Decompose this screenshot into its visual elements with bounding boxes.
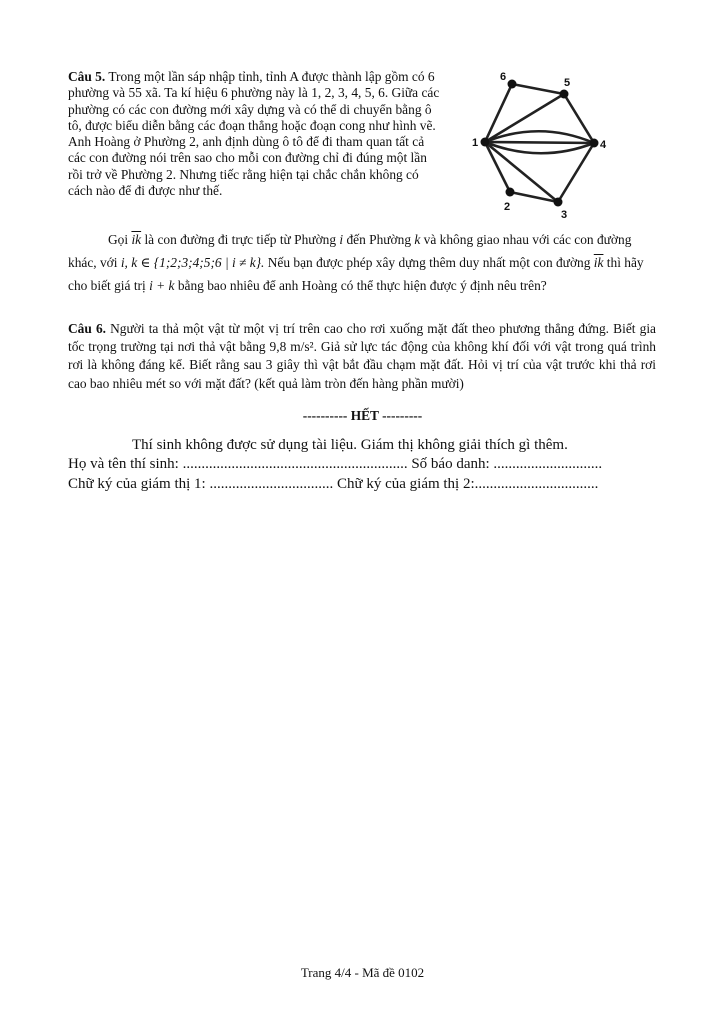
candidate-line: Họ và tên thí sinh: ............................................................ Số báo danh: ............................. [68, 456, 603, 472]
gravity-value: 9,8 m/s² [269, 339, 314, 355]
text-fragment: giây thì vật bắt đầu chạm mặt đất. Hỏi vị trí của vật trước khi thả rơi cao bao nhiêu mét so với mặt đất? (kết quả làm tròn đến hàng phần mười) [68, 357, 656, 391]
node-label-4: 4 [600, 139, 607, 151]
text-fragment: Gọi [108, 232, 132, 247]
time-value: 3 [265, 357, 273, 373]
node-label-1: 1 [472, 137, 479, 149]
text-fragment: là con đường đi trực tiếp từ Phường [141, 232, 340, 247]
road-symbol-ik: $\overline{ik}$ [131, 232, 142, 247]
signature-line: Chữ ký của giám thị 1: ................................. Chữ ký của giám thị 2:................................. [68, 476, 599, 492]
question-5-text: Trong một lần sáp nhập tỉnh, tỉnh A được thành lập gồm có 6 phường và 55 xã. Ta kí hiệu 6 phường này là 1, 2, 3, 4, 5, 6. Giữa các phường có các con đường mới xây dựng và có thể di chuyển bằng ô tô, được biểu diễn bằng các đoạn thẳng hoặc đoạn cong như hình vẽ. Anh Hoàng ở Phường 2, anh định dùng ô tô để đi tham quan tất cả các con đường nói trên sao cho mỗi con đường chỉ đi đúng một lần rồi trở về Phường 2. Nhưng tiếc rằng hiện tại chắc chắn không có cách nào để đi được như thế. [68, 69, 440, 199]
variable-k: k [414, 232, 421, 247]
end-mark: ---------- HẾT --------- [302, 408, 423, 423]
exam-note: Thí sinh không được sử dụng tài liệu. Giám thị không giải thích gì thêm. [132, 437, 568, 453]
question-6 [68, 320, 656, 393]
edge-6-5 [512, 84, 564, 94]
node-4 [590, 139, 599, 148]
variable-i: i [339, 232, 344, 247]
text-fragment: thì hãy cho biết giá trị [68, 255, 644, 293]
question-6-label: Câu 6. [68, 321, 106, 336]
node-3 [554, 198, 563, 207]
question-5-intro [68, 69, 440, 199]
page-footer: Trang 4/4 - Mã đề 0102 [300, 965, 425, 980]
node-label-2: 2 [504, 201, 511, 213]
text-fragment: và không giao nhau với các con đường khác, với [68, 232, 632, 270]
node-label-3: 3 [561, 209, 568, 221]
node-2 [506, 188, 515, 197]
road-network-graph [470, 66, 620, 226]
text-fragment: . Giả sử lực tác động của không khí đối với vật trong quá trình rơi là không đáng kể. Biết rằng sau [68, 339, 656, 373]
edge-1-4-straight [485, 142, 594, 143]
text-fragment: bằng bao nhiêu để anh Hoàng có thể thực hiện được ý định nêu trên? [174, 278, 547, 293]
text-fragment: Nếu bạn được phép xây dựng thêm duy nhất một con đường [264, 255, 594, 270]
question-5-task-text [68, 228, 658, 297]
question-5-label: Câu 5. [68, 69, 106, 84]
node-6 [508, 80, 517, 89]
node-label-6: 6 [500, 71, 507, 83]
node-1 [481, 138, 490, 147]
text-fragment: đến Phường [343, 232, 415, 247]
set-expression: i, k ∈ {1;2;3;4;5;6 | i ≠ k}. [120, 255, 265, 270]
node-label-5: 5 [564, 77, 571, 89]
question-5-task [68, 228, 658, 297]
sum-expression: i + k [149, 278, 175, 293]
text-fragment: Người ta thả một vật từ một vị trí trên cao cho rơi xuống mặt đất theo phương thẳng đứng. Biết gia tốc trọng trường tại nơi thả vật bằng [68, 321, 656, 355]
road-symbol-ik: $\overline{ik}$ [593, 255, 604, 270]
node-5 [560, 90, 569, 99]
